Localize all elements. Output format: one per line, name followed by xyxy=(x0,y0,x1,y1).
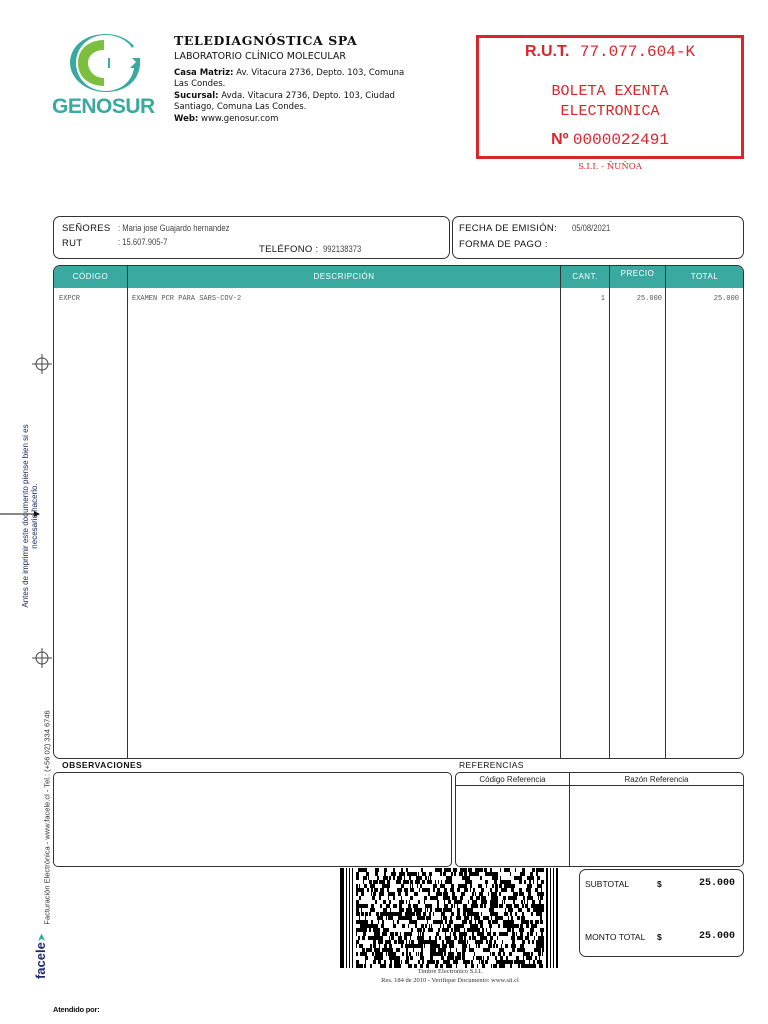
monto-total-value: 25.000 xyxy=(698,931,735,942)
sucursal xyxy=(174,91,395,102)
col-divider xyxy=(560,266,561,758)
row-total: 25.000 xyxy=(713,295,739,303)
web xyxy=(174,114,278,125)
atendido-por: Atendido por: xyxy=(53,1005,100,1014)
sii-office: S.I.I. - ÑUÑOA xyxy=(578,162,642,172)
rut-label: R.U.T. xyxy=(524,43,570,60)
row-cant: 1 xyxy=(600,295,605,303)
referencias-header-line xyxy=(456,785,743,786)
header-codigo: CÓDIGO xyxy=(54,272,127,281)
col-divider xyxy=(609,266,610,758)
col-divider xyxy=(665,266,666,758)
rut-value: 77.077.604-K xyxy=(579,43,696,61)
print-notice-line2: necesario hacerlo. xyxy=(30,483,39,549)
rut-box xyxy=(476,35,744,159)
referencias-label: REFERENCIAS xyxy=(459,760,524,770)
subtotal-currency: $ xyxy=(657,879,662,889)
rut-line xyxy=(479,43,741,61)
doc-number-value: 0000022491 xyxy=(572,131,669,149)
fecha-label: FECHA DE EMISIÓN: xyxy=(459,223,558,234)
registration-mark xyxy=(32,648,52,668)
items-table xyxy=(53,265,744,759)
senores-value: : Maria jose Guajardo hernandez xyxy=(118,223,230,233)
logo-text: GENOSUR xyxy=(52,95,155,118)
casa-matriz-text: Av. Vitacura 2736, Depto. 103, Comuna xyxy=(236,68,405,78)
subtotal-label: SUBTOTAL xyxy=(585,879,630,889)
row-codigo: EXPCR xyxy=(59,295,81,303)
header-descripcion: DESCRIPCIÓN xyxy=(128,272,560,281)
sucursal-text: Avda. Vitacura 2736, Depto. 103, Ciudad xyxy=(221,91,395,101)
table-row xyxy=(54,295,743,307)
referencias-box xyxy=(455,772,744,867)
facele-arrow-icon: ➤ xyxy=(36,932,48,943)
rut-client-value: : 15.607.905-7 xyxy=(118,237,168,247)
casa-matriz-cont: Las Condes. xyxy=(174,79,226,89)
company-subtitle: LABORATORIO CLÍNICO MOLECULAR xyxy=(174,51,346,62)
header-precio: PRECIO xyxy=(610,269,665,278)
client-box xyxy=(53,216,450,259)
monto-total-currency: $ xyxy=(657,932,662,942)
col-divider xyxy=(127,266,128,758)
doc-type-2: ELECTRONICA xyxy=(560,103,660,120)
row-precio: 25.000 xyxy=(636,295,662,303)
observaciones-box xyxy=(53,772,452,867)
referencias-col1: Código Referencia xyxy=(479,775,546,784)
fecha-value: 05/08/2021 xyxy=(572,223,611,233)
web-label: Web: xyxy=(174,114,199,124)
casa-matriz-label: Casa Matriz: xyxy=(174,68,234,78)
company-logo xyxy=(70,34,146,92)
casa-matriz xyxy=(174,68,404,79)
timbre-line2: Res. 184 de 2010 - Verifique Documento: www.sii.cl xyxy=(381,977,519,984)
sucursal-cont: Santiago, Comuna Las Condes. xyxy=(174,102,307,112)
print-notice-line1: Antes de imprimir este documento piense bien si es xyxy=(21,424,30,608)
forma-pago-label: FORMA DE PAGO : xyxy=(459,239,548,250)
telefono-label: TELÉFONO : xyxy=(259,244,319,255)
web-text: www.genosur.com xyxy=(201,114,279,124)
facele-logo-text: facele xyxy=(33,942,48,980)
doc-type-1: BOLETA EXENTA xyxy=(551,83,669,100)
header-cant: CANT. xyxy=(561,272,609,281)
telefono xyxy=(259,239,368,257)
referencias-col-divider xyxy=(569,773,570,866)
pdf417-barcode xyxy=(340,868,558,968)
totals-box xyxy=(579,869,744,957)
row-descripcion: EXAMEN PCR PARA SARS-COV-2 xyxy=(132,295,242,303)
sucursal-label: Sucursal: xyxy=(174,91,219,101)
registration-mark xyxy=(32,354,52,374)
timbre-barcode xyxy=(340,868,558,968)
doc-number xyxy=(479,131,741,149)
emission-box xyxy=(452,216,744,259)
subtotal-value: 25.000 xyxy=(698,878,735,889)
doc-number-label: Nº xyxy=(551,131,569,148)
senores-label: SEÑORES xyxy=(62,223,111,234)
company-name: TELEDIAGNÓSTICA SPA xyxy=(174,33,358,48)
header-total: TOTAL xyxy=(666,272,743,281)
monto-total-label: MONTO TOTAL xyxy=(585,932,646,942)
genosur-logo-mark xyxy=(70,34,146,92)
referencias-col2: Razón Referencia xyxy=(624,775,689,784)
observaciones-label: OBSERVACIONES xyxy=(62,760,143,770)
telefono-value: 992138373 xyxy=(322,244,362,254)
rut-client-label: RUT xyxy=(62,238,83,249)
timbre-line1: Timbre Electronico S.I.I. xyxy=(417,968,483,975)
